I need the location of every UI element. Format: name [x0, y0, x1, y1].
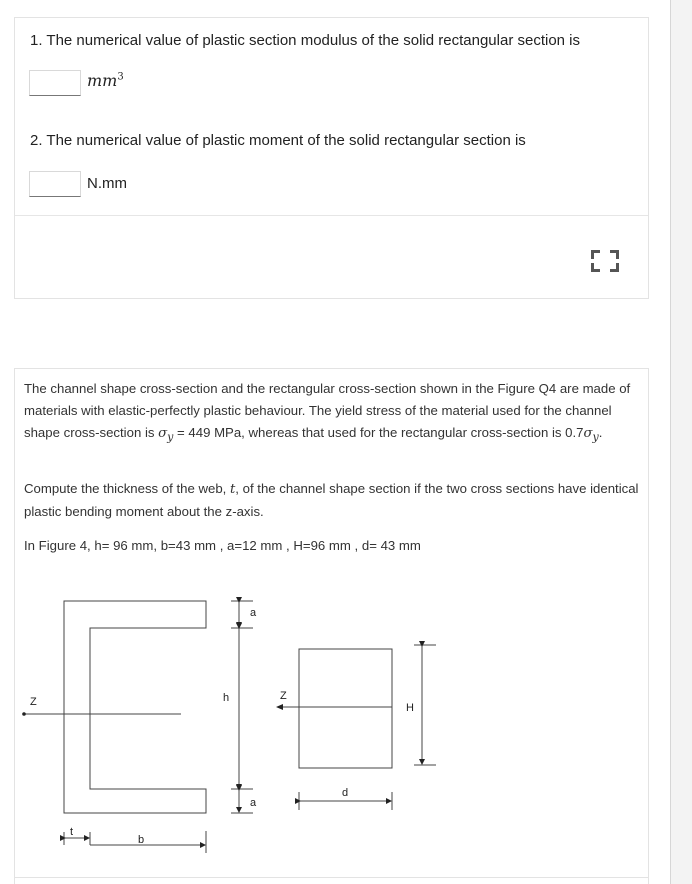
label-b: b — [138, 834, 145, 846]
card-bottom-border — [14, 877, 649, 878]
question-1-answer-input[interactable] — [29, 70, 81, 96]
sigma-symbol-2: σ — [583, 426, 593, 441]
p2-text-a: Compute the thickness of the web, — [24, 481, 230, 496]
page-scrollbar[interactable] — [670, 0, 692, 884]
figure-q4 — [18, 587, 448, 867]
question-2-unit: N.mm — [87, 175, 127, 192]
expand-button[interactable] — [589, 248, 621, 274]
problem-paragraph-1 — [24, 378, 644, 449]
unit-exponent: 3 — [117, 71, 124, 83]
rectangular-section-outline — [299, 649, 392, 768]
sigma-symbol: σ — [158, 426, 168, 441]
label-H: H — [406, 702, 414, 714]
question-2-text: 2. The numerical value of plastic moment of the solid rectangular section is — [30, 132, 526, 149]
question-2-answer-input[interactable] — [29, 171, 81, 197]
rect-z-axis-arrow — [276, 704, 283, 710]
question-1-text: 1. The numerical value of plastic section modulus of the solid rectangular section is — [30, 32, 581, 49]
label-h: h — [223, 692, 230, 704]
question-1-unit — [87, 71, 124, 90]
problem-paragraph-2 — [24, 478, 644, 523]
t-symbol: t — [229, 482, 236, 497]
label-a-bottom: a — [250, 797, 257, 809]
label-d: d — [342, 787, 349, 799]
p2-text-b: , of the channel shape section if the two cross sections have identical plastic bending moment about the z-axis. — [24, 481, 639, 519]
label-z-left: Z — [30, 696, 37, 708]
sigma-y-symbol-2 — [583, 426, 599, 444]
channel-section-outline — [64, 601, 206, 813]
sigma-subscript: y — [167, 430, 174, 444]
unit-base: mm — [87, 71, 118, 90]
problem-paragraph-3: In Figure 4, h= 96 mm, b=43 mm , a=12 mm , H=96 mm , d= 43 mm — [24, 538, 421, 553]
sigma-subscript-2: y — [592, 430, 599, 444]
p1-text-b: = 449 MPa, whereas that used for the rectangular cross-section is — [173, 425, 566, 440]
answer-card — [14, 17, 649, 299]
sigma-y-symbol — [158, 426, 174, 444]
coefficient: 0.7 — [565, 425, 584, 440]
channel-z-axis-end — [22, 712, 26, 716]
label-t: t — [70, 826, 74, 838]
p1-text-c: . — [598, 425, 603, 440]
expand-icon — [589, 248, 621, 274]
p1-text-a: The channel shape cross-section and the rectangular cross-section shown in the Figure Q4 are made of materials with elastic-perfectly plastic behaviour. The yield stress of the material used for the channel shape cross-section is — [24, 381, 631, 440]
card-divider — [15, 215, 648, 216]
label-a-top: a — [250, 607, 257, 619]
label-z-right: Z — [280, 690, 287, 702]
